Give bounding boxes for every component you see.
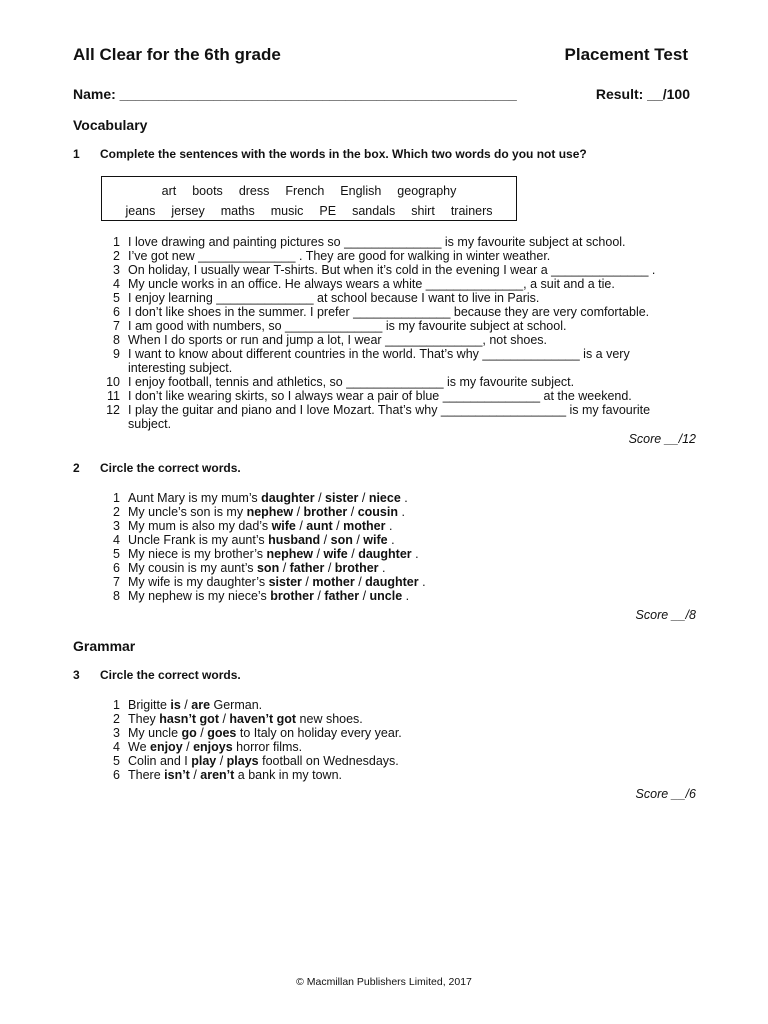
sentence-text: My nephew is my niece’s brother / father / uncle . (128, 589, 410, 603)
word-option: wife (323, 547, 348, 561)
sentence-text: I love drawing and painting pictures so ______________ is my favourite subject at school. (128, 235, 626, 249)
exercise-number: 1 (73, 147, 80, 161)
sentence-end: horror films. (232, 740, 303, 754)
sentence-text: My uncle’s son is my nephew / brother / cousin . (128, 505, 405, 519)
box-word: boots (192, 184, 223, 198)
item-number: 8 (113, 589, 120, 603)
grammar-heading: Grammar (73, 638, 136, 654)
word-option: enjoy (150, 740, 183, 754)
list-item (100, 519, 700, 533)
exercise-3-score: Score __/6 (635, 787, 696, 801)
sentence-text: Aunt Mary is my mum’s daughter / sister / niece . (128, 491, 408, 505)
word-box (101, 176, 517, 221)
word-option: aren’t (200, 768, 235, 782)
name-field-label: Name: ___________________________________________________ (73, 86, 517, 102)
list-item (100, 375, 700, 389)
sentence-start: Uncle Frank is my aunt’s (128, 533, 269, 547)
sentence-text: My mum is also my dad’s wife / aunt / mother . (128, 519, 393, 533)
sentence-text: We enjoy / enjoys horror films. (128, 740, 303, 754)
instruction-text: Circle the correct words. (100, 461, 241, 475)
word-option: wife (271, 519, 296, 533)
word-box-row-1 (102, 184, 516, 198)
word-option: brother (270, 589, 314, 603)
sentence-text: I am good with numbers, so ______________ is my favourite subject at school. (128, 319, 567, 333)
sentence-text: My uncle go / goes to Italy on holiday every year. (128, 726, 402, 740)
word-option: daughter (261, 491, 315, 505)
item-number: 2 (113, 249, 120, 263)
sentence-end: . (411, 547, 419, 561)
sentence-start: My niece is my brother’s (128, 547, 267, 561)
word-option: wife (363, 533, 388, 547)
sentence-text: My wife is my daughter’s sister / mother / daughter . (128, 575, 426, 589)
sentence-text: When I do sports or run and jump a lot, I wear ______________, not shoes. (128, 333, 548, 347)
word-box-row-2 (102, 204, 516, 218)
box-word: shirt (411, 204, 435, 218)
document-title: All Clear for the 6th grade (73, 45, 281, 64)
list-item (100, 491, 700, 505)
exercise-3-list (100, 698, 700, 782)
item-number: 4 (113, 277, 120, 291)
word-option: brother (303, 505, 348, 519)
sentence-text: Brigitte is / are German. (128, 698, 263, 712)
list-item (100, 333, 700, 347)
copyright-footer: © Macmillan Publishers Limited, 2017 (296, 976, 472, 988)
sentence-text: There isn’t / aren’t a bank in my town. (128, 768, 343, 782)
word-option: isn’t (164, 768, 190, 782)
word-option: daughter (365, 575, 419, 589)
word-option: nephew (266, 547, 314, 561)
word-option: play (191, 754, 217, 768)
word-option: father (289, 561, 325, 575)
list-item (100, 263, 700, 277)
sentence-text: My niece is my brother’s nephew / wife / daughter . (128, 547, 419, 561)
sentence-start: They (128, 712, 160, 726)
sentence-start: There (128, 768, 165, 782)
exercise-1-score: Score __/12 (628, 432, 696, 446)
item-number: 7 (113, 319, 120, 333)
word-option: enjoys (193, 740, 233, 754)
box-word: sandals (352, 204, 396, 218)
word-option: daughter (358, 547, 412, 561)
sentence-start: My uncle (128, 726, 182, 740)
list-item (100, 235, 700, 249)
item-number: 5 (113, 547, 120, 561)
word-option: husband (268, 533, 321, 547)
word-option: sister (325, 491, 359, 505)
exercise-number: 3 (73, 668, 80, 682)
list-item (100, 277, 700, 291)
box-word: English (340, 184, 382, 198)
word-option: goes (207, 726, 237, 740)
box-word: geography (397, 184, 457, 198)
sentence-start: Colin and I (128, 754, 192, 768)
sentence-text: My cousin is my aunt’s son / father / brother . (128, 561, 386, 575)
instruction-text: Complete the sentences with the words in the box. Which two words do you not use? (100, 147, 587, 161)
sentence-end: . (385, 519, 393, 533)
sentence-start: My nephew is my niece’s (128, 589, 271, 603)
test-name: Placement Test (564, 45, 688, 64)
item-number: 6 (113, 768, 120, 782)
item-number: 1 (113, 698, 120, 712)
sentence-text: On holiday, I usually wear T-shirts. But when it’s cold in the evening I wear a ______________ . (128, 263, 656, 277)
sentence-text: I don’t like wearing skirts, so I always wear a pair of blue ______________ at the weekend. (128, 389, 632, 403)
sentence-start: My cousin is my aunt’s (128, 561, 257, 575)
sentence-text: I don’t like shoes in the summer. I prefer ______________ because they are very comfortable. (128, 305, 650, 319)
word-option: are (191, 698, 211, 712)
sentence-end: . (387, 533, 395, 547)
item-number: 4 (113, 740, 120, 754)
box-word: maths (220, 204, 255, 218)
sentence-text-continued: subject. (128, 417, 172, 431)
list-item (100, 505, 700, 519)
sentence-start: Brigitte (128, 698, 171, 712)
list-item (100, 547, 700, 561)
sentence-text-continued: interesting subject. (128, 361, 233, 375)
word-option: nephew (246, 505, 294, 519)
item-number: 3 (113, 726, 120, 740)
list-item (100, 403, 700, 431)
word-option: is (170, 698, 181, 712)
exercise-1-instruction (73, 147, 693, 163)
list-item (100, 305, 700, 319)
sentence-text: My uncle works in an office. He always wears a white ______________, a suit and a tie. (128, 277, 615, 291)
word-option: son (256, 561, 280, 575)
exercise-1-list (100, 235, 700, 431)
result-label: Result: __/100 (595, 86, 690, 102)
word-option: plays (226, 754, 259, 768)
word-option: father (324, 589, 360, 603)
box-word: trainers (450, 204, 493, 218)
exercise-2-instruction (73, 461, 693, 477)
sentence-end: . (402, 589, 410, 603)
item-number: 2 (113, 505, 120, 519)
sentence-text: Uncle Frank is my aunt’s husband / son / wife . (128, 533, 395, 547)
item-number: 3 (113, 263, 120, 277)
exercise-2-list (100, 491, 700, 603)
word-option: niece (368, 491, 401, 505)
sentence-end: new shoes. (296, 712, 363, 726)
vocabulary-heading: Vocabulary (73, 117, 148, 133)
word-option: mother (312, 575, 355, 589)
list-item (100, 712, 700, 726)
item-number: 8 (113, 333, 120, 347)
item-number: 2 (113, 712, 120, 726)
item-number: 6 (113, 305, 120, 319)
item-number: 1 (113, 491, 120, 505)
item-number: 12 (106, 403, 120, 417)
item-number: 3 (113, 519, 120, 533)
sentence-end: football on Wednesdays. (258, 754, 399, 768)
word-option: cousin (357, 505, 398, 519)
sentence-text: I enjoy learning ______________ at school because I want to live in Paris. (128, 291, 540, 305)
box-word: PE (319, 204, 337, 218)
box-word: jersey (171, 204, 205, 218)
sentence-start: My wife is my daughter’s (128, 575, 269, 589)
sentence-end: . (398, 505, 405, 519)
box-word: music (270, 204, 304, 218)
sentence-start: We (128, 740, 150, 754)
item-number: 4 (113, 533, 120, 547)
exercise-3-instruction (73, 668, 693, 684)
list-item (100, 768, 700, 782)
sentence-start: My mum is also my dad’s (128, 519, 272, 533)
list-item (100, 698, 700, 712)
list-item (100, 291, 700, 305)
sentence-start: My uncle’s son is my (128, 505, 247, 519)
list-item (100, 561, 700, 575)
word-option: aunt (306, 519, 333, 533)
word-option: uncle (369, 589, 403, 603)
sentence-end: a bank in my town. (234, 768, 343, 782)
list-item (100, 754, 700, 768)
list-item (100, 575, 700, 589)
word-option: go (181, 726, 197, 740)
list-item (100, 589, 700, 603)
box-word: art (161, 184, 177, 198)
item-number: 10 (106, 375, 120, 389)
word-option: haven’t got (229, 712, 297, 726)
word-option: brother (334, 561, 379, 575)
item-number: 1 (113, 235, 120, 249)
sentence-end: . (418, 575, 426, 589)
list-item (100, 389, 700, 403)
item-number: 11 (107, 389, 120, 403)
item-number: 5 (113, 291, 120, 305)
sentence-end: to Italy on holiday every year. (236, 726, 402, 740)
sentence-text: I’ve got new ______________ . They are good for walking in winter weather. (128, 249, 551, 263)
exercise-number: 2 (73, 461, 80, 475)
sentence-text: Colin and I play / plays football on Wednesdays. (128, 754, 399, 768)
item-number: 7 (113, 575, 120, 589)
instruction-text: Circle the correct words. (100, 668, 241, 682)
list-item (100, 249, 700, 263)
item-number: 6 (113, 561, 120, 575)
word-option: sister (268, 575, 302, 589)
word-option: mother (343, 519, 386, 533)
sentence-text: I want to know about different countries in the world. That’s why ______________ is a very (128, 347, 630, 361)
item-number: 5 (113, 754, 120, 768)
list-item (100, 726, 700, 740)
box-word: French (285, 184, 325, 198)
box-word: jeans (125, 204, 156, 218)
box-word: dress (238, 184, 270, 198)
list-item (100, 347, 700, 375)
word-option: son (330, 533, 353, 547)
sentence-text: I enjoy football, tennis and athletics, so ______________ is my favourite subject. (128, 375, 575, 389)
sentence-text: They hasn’t got / haven’t got new shoes. (128, 712, 363, 726)
word-option: hasn’t got (159, 712, 219, 726)
exercise-2-score: Score __/8 (635, 608, 696, 622)
item-number: 9 (113, 347, 120, 361)
list-item (100, 740, 700, 754)
sentence-end: . (400, 491, 408, 505)
list-item (100, 533, 700, 547)
list-item (100, 319, 700, 333)
sentence-text: I play the guitar and piano and I love Mozart. That’s why __________________ is my favourite (128, 403, 651, 417)
sentence-start: Aunt Mary is my mum’s (128, 491, 262, 505)
sentence-end: . (378, 561, 386, 575)
sentence-end: German. (210, 698, 263, 712)
